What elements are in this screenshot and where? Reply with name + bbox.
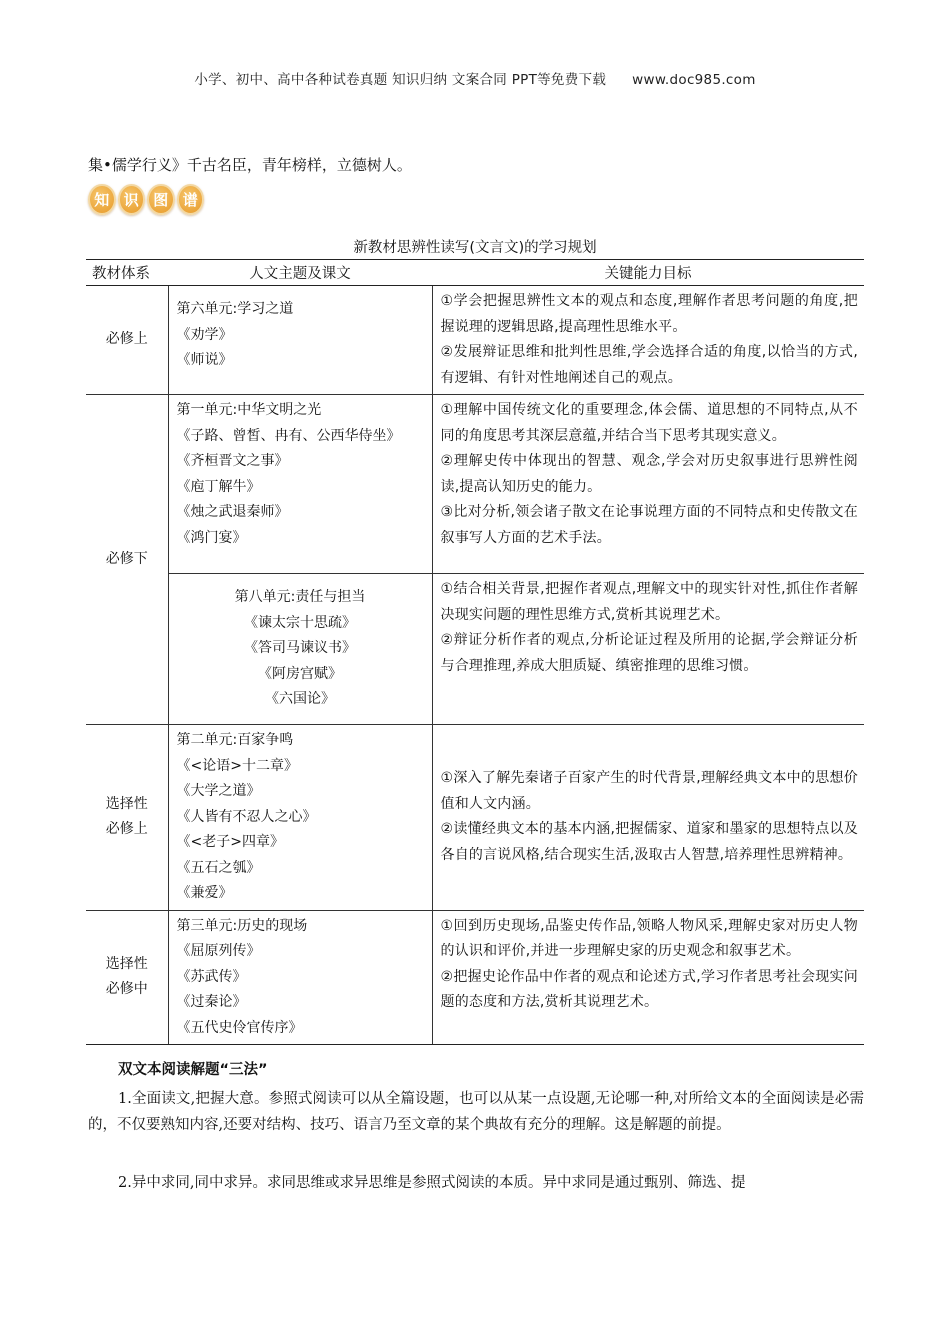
badge-char: 谱 <box>177 184 205 215</box>
goal-item: ③比对分析,领会诸子散文在论事说理方面的不同特点和史传散文在叙事写人方面的艺术手法。 <box>440 504 858 546</box>
unit-title: 第二单元:百家争鸣 <box>176 732 294 748</box>
lesson-item: 《五石之瓠》 <box>176 859 261 876</box>
goal-cell <box>432 574 864 725</box>
goal-item: ②把握史论作品中作者的观点和论述方式,学习作者思考社会现实问题的态度和方法,赏析其说理艺术。 <box>440 968 858 1010</box>
goal-item: ①理解中国传统文化的重要理念,体会儒、道思想的不同特点,从不同的角度思考其深层意蕴,并结合当下思考其现实意义。 <box>440 402 858 444</box>
badge-char: 图 <box>147 184 175 215</box>
lesson-item: 《齐桓晋文之事》 <box>176 453 289 469</box>
lesson-list <box>168 395 432 574</box>
header-theme: 人文主题及课文 <box>168 260 432 286</box>
goal-cell <box>432 725 864 911</box>
goal-cell <box>432 286 864 395</box>
unit-title: 第三单元:历史的现场 <box>176 917 308 934</box>
section-heading: 双文本阅读解题“三法” <box>118 1062 268 1078</box>
unit-title: 第六单元:学习之道 <box>176 301 294 317</box>
lesson-item: 《鸿门宴》 <box>176 529 247 546</box>
intro-line: 集•儒学行义》千古名臣，青年榜样，立德树人。 <box>88 156 412 174</box>
header-text: 小学、初中、高中各种试卷真题 知识归纳 文案合同 PPT等免费下载 <box>194 72 607 88</box>
textbook-label: 必修上 <box>86 286 168 395</box>
table-row <box>86 725 864 911</box>
table-row <box>86 286 864 395</box>
table-row <box>86 574 864 725</box>
lesson-item: 《兼爱》 <box>176 885 233 901</box>
lesson-item: 《烛之武退秦师》 <box>176 504 289 520</box>
goal-item: ①深入了解先秦诸子百家产生的时代背景,理解经典文本中的思想价值和人文内涵。 <box>440 770 858 812</box>
lesson-item: 《庖丁解牛》 <box>176 478 261 495</box>
lesson-item: 《<老子>四章》 <box>176 834 284 850</box>
lesson-item: 《屈原列传》 <box>176 943 261 959</box>
study-plan-table <box>86 259 864 1045</box>
lesson-list <box>168 574 432 725</box>
lesson-item: 《阿房宫赋》 <box>258 665 342 682</box>
header-ability: 关键能力目标 <box>432 260 864 286</box>
lesson-item: 《苏武传》 <box>176 968 247 985</box>
textbook-label <box>86 725 168 911</box>
lesson-list <box>168 286 432 395</box>
textbook-label-line: 必修上 <box>105 821 148 838</box>
unit-title: 第八单元:责任与担当 <box>234 589 366 606</box>
textbook-label <box>86 910 168 1045</box>
lesson-item: 《<论语>十二章》 <box>176 757 298 774</box>
goal-item: ①回到历史现场,品鉴史传作品,领略人物风采,理解史家对历史人物的认识和评价,并进一步理解史家的历史观念和叙事艺术。 <box>440 917 858 959</box>
table-row <box>86 395 864 574</box>
badge-char: 知 <box>88 184 116 215</box>
lesson-list <box>168 725 432 911</box>
lesson-item: 《人皆有不忍人之心》 <box>176 808 317 825</box>
page-header <box>0 68 950 88</box>
textbook-label-line: 选择性 <box>105 795 148 812</box>
lesson-item: 《子路、曾皙、冉有、公西华侍坐》 <box>176 427 401 444</box>
paragraph: 1.全面读文,把握大意。参照式阅读可以从全篇设题，也可以从某一点设题,无论哪一种,对所给文本的全面阅读是必需的，不仅要熟知内容,还要对结构、技巧、语言乃至文章的某个典故有充分的理解。这是解题的前提。 <box>88 1091 864 1133</box>
header-site-link[interactable]: www.doc985.com <box>632 72 756 88</box>
textbook-label: 必修下 <box>86 395 168 725</box>
textbook-label-line: 必修中 <box>105 981 148 998</box>
header-system: 教材体系 <box>86 260 168 286</box>
lesson-item: 《师说》 <box>176 352 233 368</box>
lesson-item: 《过秦论》 <box>176 994 247 1010</box>
goal-item: ②辩证分析作者的观点,分析论证过程及所用的论据,学会辩证分析与合理推理,养成大胆质疑、缜密推理的思维习惯。 <box>440 632 858 674</box>
table-row <box>86 910 864 1045</box>
lesson-item: 《大学之道》 <box>176 783 261 799</box>
goal-item: ②读懂经典文本的基本内涵,把握儒家、道家和墨家的思想特点以及各自的言说风格,结合现实生活,汲取古人智慧,培养理性思辨精神。 <box>440 821 858 863</box>
lesson-item: 《答司马谏议书》 <box>244 640 356 657</box>
goal-item: ①学会把握思辨性文本的观点和态度,理解作者思考问题的角度,把握说理的逻辑思路,提高理性思维水平。 <box>440 293 858 335</box>
table-title: 新教材思辨性读写(文言文)的学习规划 <box>353 240 597 256</box>
table-header-row <box>86 260 864 286</box>
goal-item: ②理解史传中体现出的智慧、观念,学会对历史叙事进行思辨性阅读,提高认知历史的能力。 <box>440 453 858 495</box>
textbook-label-line: 选择性 <box>105 955 148 972</box>
badge-char: 识 <box>118 184 146 215</box>
paragraph: 2.异中求同,同中求异。求同思维或求异思维是参照式阅读的本质。异中求同是通过甄别、筛选、提 <box>118 1175 746 1191</box>
lesson-list <box>168 910 432 1045</box>
lesson-item: 《五代史伶官传序》 <box>176 1019 303 1036</box>
lesson-item: 《谏太宗十思疏》 <box>244 614 356 631</box>
goal-cell <box>432 395 864 574</box>
lesson-item: 《劝学》 <box>176 326 233 343</box>
knowledge-map-badge <box>88 183 204 215</box>
lesson-item: 《六国论》 <box>265 691 335 708</box>
goal-item: ①结合相关背景,把握作者观点,理解文中的现实针对性,抓住作者解决现实问题的理性思维方式,赏析其说理艺术。 <box>440 581 858 623</box>
unit-title: 第一单元:中华文明之光 <box>176 402 322 418</box>
goal-item: ②发展辩证思维和批判性思维,学会选择合适的角度,以恰当的方式,有逻辑、有针对性地阐述自己的观点。 <box>440 344 858 386</box>
goal-cell <box>432 910 864 1045</box>
